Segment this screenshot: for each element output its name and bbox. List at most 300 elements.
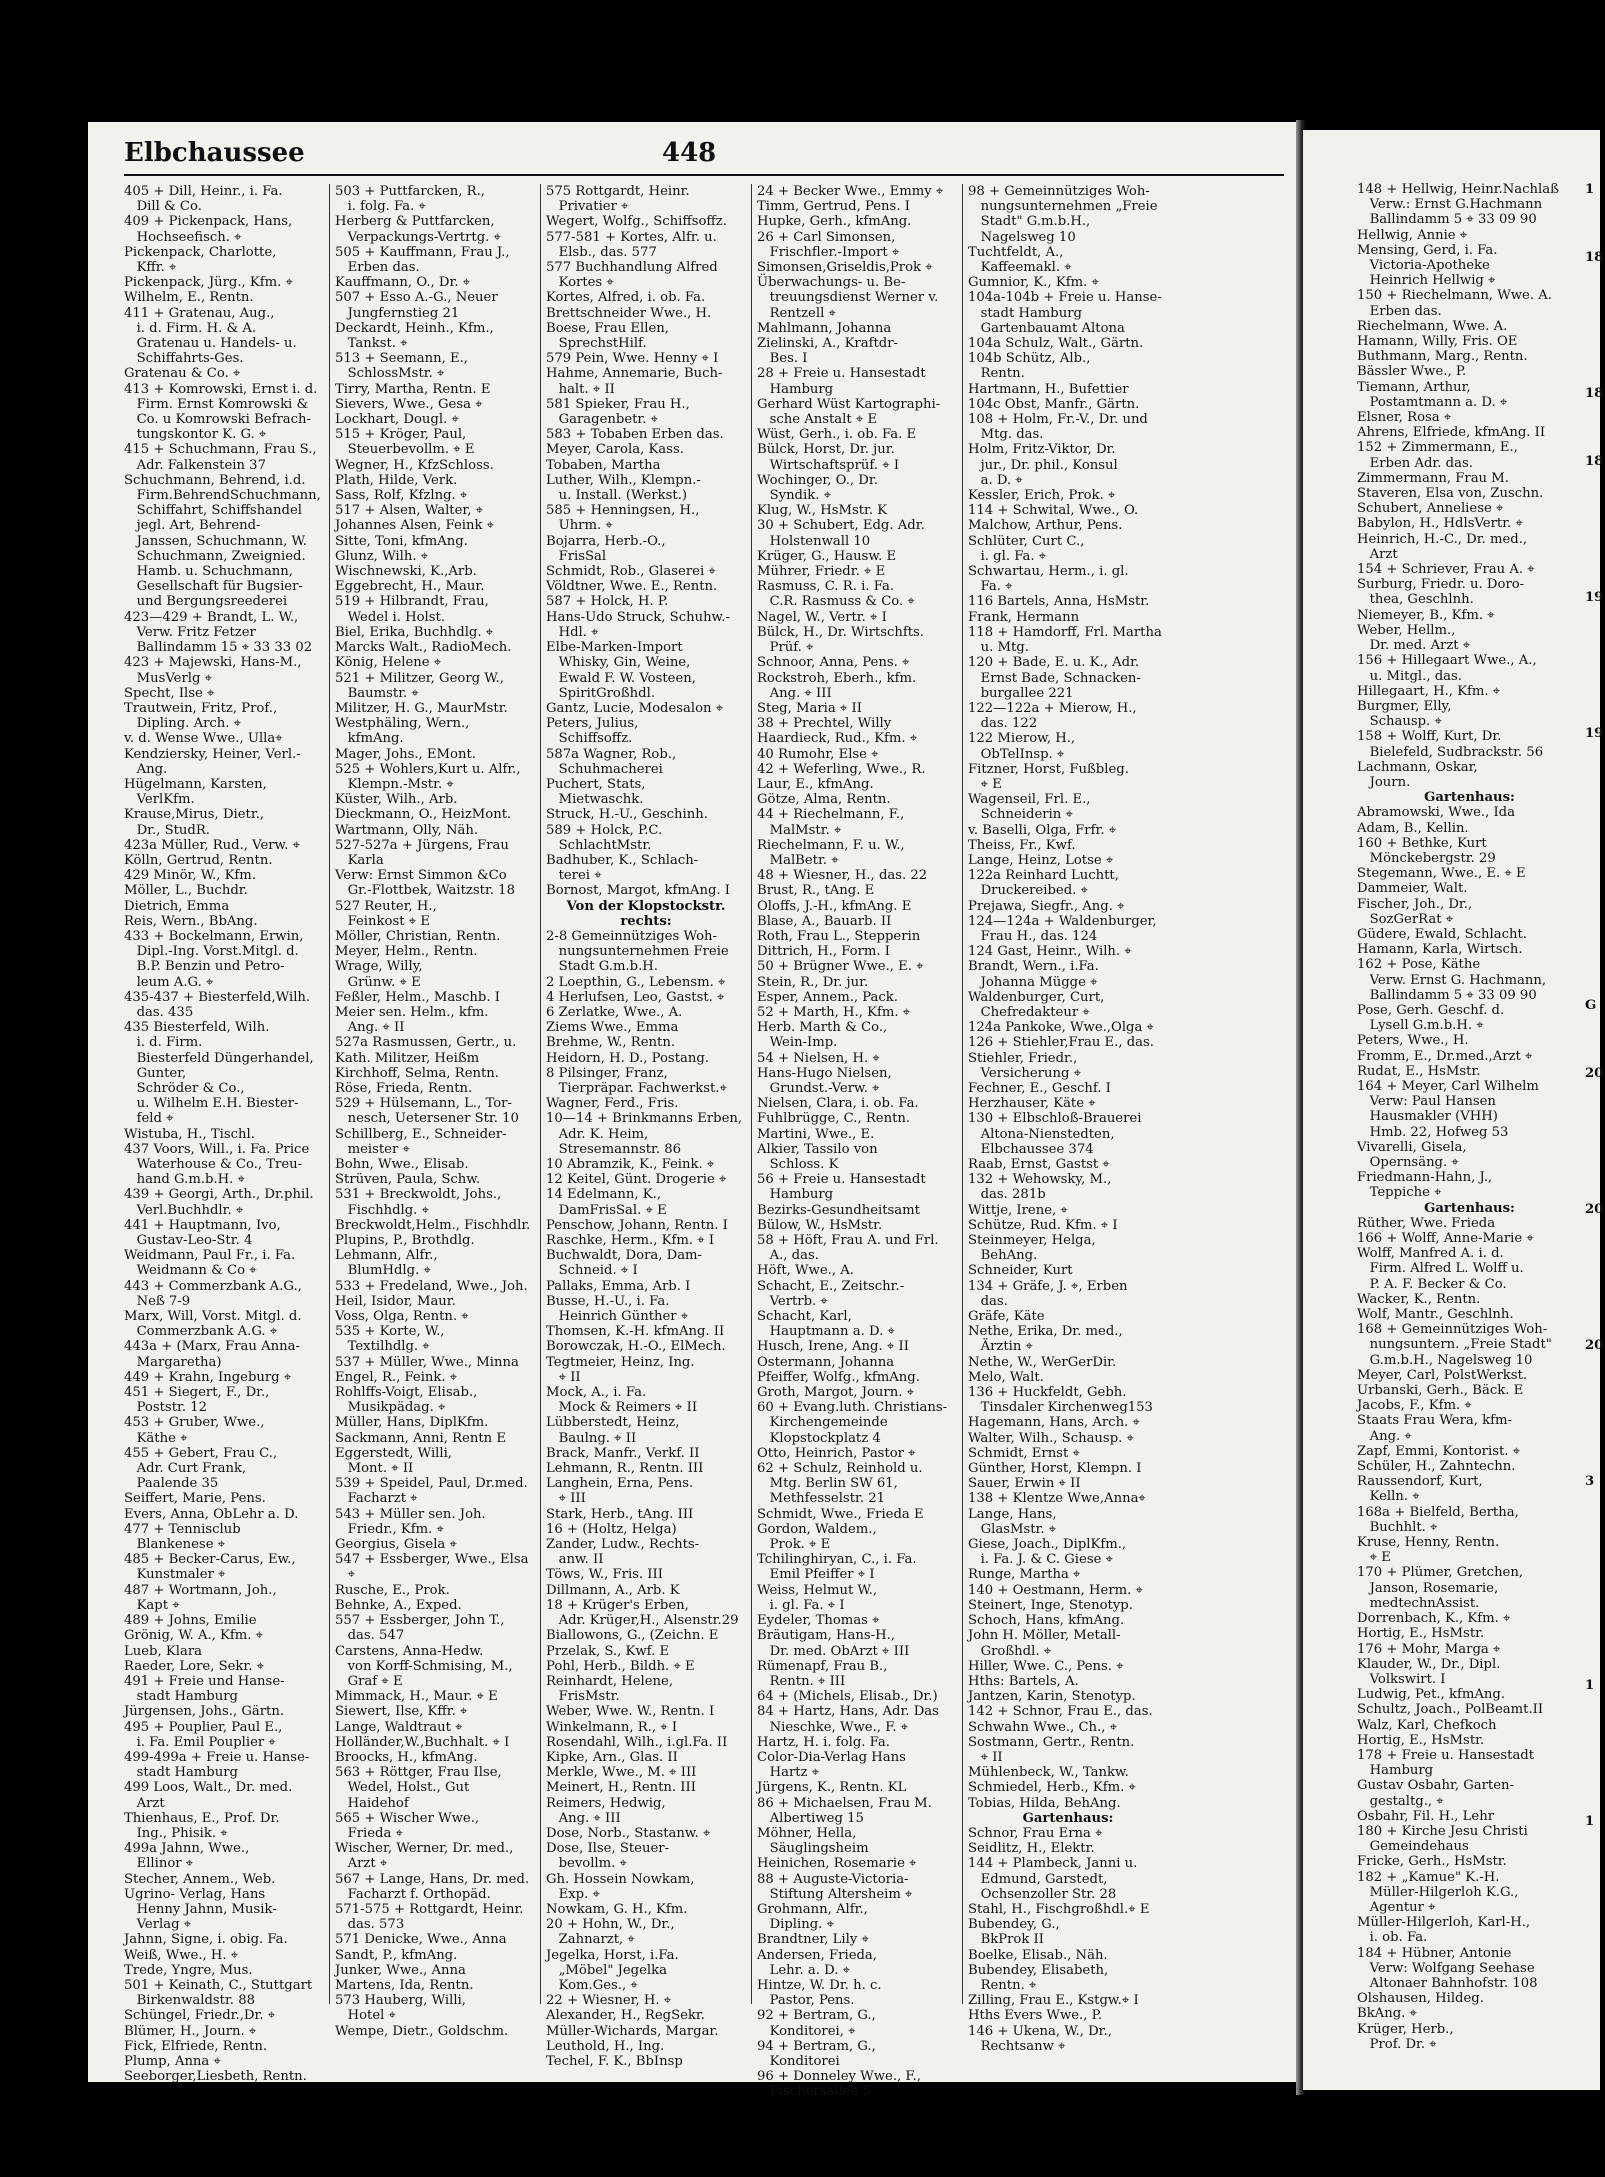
directory-entry-line: Rosendahl, Wilh., i.gl.Fa. II xyxy=(546,1734,728,1750)
directory-entry-line: 531 + Breckwoldt, Johs., xyxy=(335,1187,502,1203)
directory-entry-line: Melo, Walt. xyxy=(968,1369,1044,1385)
directory-entry-line: Kortes ⌖ xyxy=(546,275,614,291)
directory-entry-line: Sievers, Wwe., Gesa ⌖ xyxy=(335,396,483,412)
directory-entry-line: Gustav Osbahr, Garten- xyxy=(1357,1778,1514,1794)
directory-entry-line: Gratenau u. Handels- u. xyxy=(124,336,297,352)
directory-entry-line: Ugrino- Verlag, Hans xyxy=(124,1886,266,1902)
directory-entry-line: Ang. ⌖ III xyxy=(757,685,832,701)
directory-entry-line: terei ⌖ xyxy=(546,868,602,884)
directory-entry-line: Tiemann, Arthur, xyxy=(1357,379,1471,395)
directory-entry-line: Gesellschaft für Bugsier- xyxy=(124,579,303,595)
directory-entry-line: Zimmermann, Frau M. xyxy=(1357,470,1509,486)
directory-entry-line: 581 Spieker, Frau H., xyxy=(546,396,690,412)
directory-entry-line: Schmidt, Rob., Glaserei ⌖ xyxy=(546,564,716,580)
directory-entry-line: stadt Hamburg xyxy=(124,1765,238,1781)
directory-entry-line: 148 + Hellwig, Heinr.Nachlaß xyxy=(1357,182,1559,197)
directory-entry-line: Wegert, Wolfg., Schiffsoffz. xyxy=(546,214,727,230)
directory-entry-line: Niemeyer, B., Kfm. ⌖ xyxy=(1357,607,1495,623)
directory-entry-line: Ellinor ⌖ xyxy=(124,1856,194,1872)
directory-entry-line: Thienhaus, E., Prof. Dr. xyxy=(124,1810,280,1826)
directory-entry-line: Hamburg xyxy=(1357,1763,1434,1779)
directory-entry-line: Fa. ⌖ xyxy=(968,579,1013,595)
directory-entry-line: Verl.Buchhdlr. ⌖ xyxy=(124,1202,244,1218)
directory-entry-line: 26 + Carl Simonsen, xyxy=(757,229,896,245)
directory-entry-line: 537 + Müller, Wwe., Minna xyxy=(335,1354,519,1370)
directory-entry-line: Mont. ⌖ II xyxy=(335,1461,414,1477)
directory-entry-line: „Möbel" Jegelka xyxy=(546,1962,667,1978)
directory-entry-line: Broocks, H., kfmAng. xyxy=(335,1749,478,1765)
directory-entry-line: Adr. Curt Frank, xyxy=(124,1461,247,1477)
directory-entry-line: Rüther, Wwe. Frieda xyxy=(1357,1215,1496,1231)
directory-entry-line: 423—429 + Brandt, L. W., xyxy=(124,609,299,625)
directory-entry-line: 409 + Pickenpack, Hans, xyxy=(124,214,293,230)
directory-entry-line: Zielinski, A., Kraftdr- xyxy=(757,336,898,352)
directory-entry-line: Krüger, Herb., xyxy=(1357,2021,1454,2037)
directory-entry-line: 423a Müller, Rud., Verw. ⌖ xyxy=(124,837,301,853)
column-divider xyxy=(751,184,752,2004)
directory-entry-line: i. d. Firm. H. & A. xyxy=(124,320,257,336)
directory-entry-line: Rasmuss, C. R. i. Fa. xyxy=(757,579,895,595)
directory-entry-line: Bräutigam, Hans-H., xyxy=(757,1628,896,1644)
directory-entry-line: Herb. Marth & Co., xyxy=(757,1020,888,1036)
directory-entry-line: Schuchmann, Behrend, i.d. xyxy=(124,472,306,488)
directory-entry-line: Reinhardt, Helene, xyxy=(546,1673,674,1689)
directory-entry-line: 54 + Nielsen, H. ⌖ xyxy=(757,1050,880,1066)
directory-entry-line: Baumstr. ⌖ xyxy=(335,685,419,701)
directory-entry-line: Nieschke, Wwe., F. ⌖ xyxy=(757,1719,909,1735)
directory-entry-line: Dill & Co. xyxy=(124,199,202,215)
edge-number xyxy=(1585,522,1605,590)
edge-number: 18 xyxy=(1585,250,1604,265)
directory-entry-line: 24 + Becker Wwe., Emmy ⌖ xyxy=(757,184,944,199)
directory-entry-line: Gantz, Lucie, Modesalon ⌖ xyxy=(546,700,724,716)
directory-entry-line: Hillegaart, H., Kfm. ⌖ xyxy=(1357,683,1501,699)
directory-entry-line: Kapt ⌖ xyxy=(124,1597,180,1613)
directory-entry-line: Röse, Frieda, Rentn. xyxy=(335,1080,473,1096)
edge-number xyxy=(1585,1746,1605,1814)
directory-entry-line: Schmidt, Ernst ⌖ xyxy=(968,1445,1080,1461)
directory-entry-line: Malchow, Arthur, Pens. xyxy=(968,518,1123,534)
directory-entry-line: Schmidt, Wwe., Frieda E xyxy=(757,1506,924,1522)
directory-entry-line: Stein, R., Dr. jur. xyxy=(757,974,869,990)
directory-entry-line: Ochsenzoller Str. 28 xyxy=(968,1886,1117,1902)
directory-entry-line: 56 + Freie u. Hansestadt xyxy=(757,1172,926,1188)
directory-column-1 xyxy=(124,184,324,2084)
directory-entry-line: Luther, Wilh., Klempn.- xyxy=(546,472,701,488)
directory-entry-line: Ernst Bade, Schnacken- xyxy=(968,670,1141,686)
directory-entry-line: Güdere, Ewald, Schlacht. xyxy=(1357,926,1527,942)
directory-entry-line: Specht, Ilse ⌖ xyxy=(124,685,215,701)
directory-entry-line: 50 + Brügner Wwe., E. ⌖ xyxy=(757,959,924,975)
directory-entry-line: u. Install. (Werkst.) xyxy=(546,488,688,504)
directory-entry-line: Wistuba, H., Tischl. xyxy=(124,1126,255,1142)
directory-entry-line: meister ⌖ xyxy=(335,1141,410,1157)
next-page-edge-numbers xyxy=(1585,182,1605,2086)
directory-entry-line: 455 + Gebert, Frau C., xyxy=(124,1445,278,1461)
running-head xyxy=(124,138,1274,172)
directory-entry-line: Hintze, W. Dr. h. c. xyxy=(757,1977,882,1993)
directory-entry-line: Hauptmann a. D. ⌖ xyxy=(757,1324,895,1340)
directory-entry-line: halt. ⌖ II xyxy=(546,381,615,397)
directory-entry-line: Methfesselstr. 21 xyxy=(757,1491,886,1507)
column-divider xyxy=(540,184,541,2004)
directory-entry-line: Frau H., das. 124 xyxy=(968,928,1098,944)
directory-entry-line: Hartz, H. i. folg. Fa. xyxy=(757,1734,890,1750)
directory-entry-line: Klauder, W., Dr., Dipl. xyxy=(1357,1656,1501,1672)
directory-entry-line: i. ob. Fa. xyxy=(1357,1930,1428,1946)
directory-entry-line: Olshausen, Hildeg. xyxy=(1357,1991,1484,2007)
directory-entry-line: 521 + Militzer, Georg W., xyxy=(335,670,504,686)
directory-entry-line: Jegelka, Horst, i.Fa. xyxy=(546,1947,679,1963)
directory-entry-line: Busse, H.-U., i. Fa. xyxy=(546,1293,670,1309)
directory-entry-line: 98 + Gemeinnütziges Woh- xyxy=(968,184,1150,199)
directory-entry-line: DamFrisSal. ⌖ E xyxy=(546,1202,667,1218)
directory-entry-line: Alexander, H., RegSekr. xyxy=(546,2008,705,2024)
directory-entry-line: SchlossMstr. ⌖ xyxy=(335,366,445,382)
directory-entry-line: Höft, Wwe., A. xyxy=(757,1263,854,1279)
directory-entry-line: Merkle, Wwe., M. ⌖ III xyxy=(546,1765,697,1781)
directory-entry-line: BkAng. ⌖ xyxy=(1357,2006,1417,2022)
directory-entry-line: Hausmakler (VHH) xyxy=(1357,1109,1498,1125)
directory-entry-line: Adr. Krüger,H., Alsenstr.29 xyxy=(546,1613,739,1629)
directory-entry-line: Töws, W., Fris. III xyxy=(546,1567,663,1583)
directory-entry-line: Schnoor, Anna, Pens. ⌖ xyxy=(757,655,910,671)
directory-entry-line: 491 + Freie und Hanse- xyxy=(124,1673,285,1689)
directory-entry-line: Bohn, Wwe., Elisab. xyxy=(335,1157,469,1172)
edge-number: 20 xyxy=(1585,1066,1604,1081)
directory-entry-line: Ang. ⌖ xyxy=(1357,1428,1412,1444)
directory-entry-line: Grohmann, Alfr., xyxy=(757,1901,868,1917)
directory-entry-line: hand G.m.b.H. ⌖ xyxy=(124,1172,245,1188)
directory-entry-line: 126 + Stiehler,Frau E., das. xyxy=(968,1035,1154,1051)
directory-entry-line: Lehmann, R., Rentn. III xyxy=(546,1461,704,1477)
directory-entry-line: Friedr., Kfm. ⌖ xyxy=(335,1521,444,1537)
directory-entry-line: das. 281b xyxy=(968,1187,1046,1203)
directory-entry-line: Jürgens, K., Rentn. KL xyxy=(757,1780,907,1796)
directory-entry-line: Arzt xyxy=(124,1795,165,1811)
edge-number: 20 xyxy=(1585,1202,1604,1217)
directory-entry-line: Wrage, Willy, xyxy=(335,959,423,975)
directory-entry-line: Stresemannstr. 86 xyxy=(546,1141,682,1157)
directory-entry-line: Verlag ⌖ xyxy=(124,1917,192,1933)
directory-entry-line: Arzt xyxy=(1357,546,1398,562)
directory-entry-line: Leuthold, H., Ing. xyxy=(546,2038,665,2054)
directory-entry-line: Schwartau, Herm., i. gl. xyxy=(968,564,1129,580)
directory-entry-line: Fick, Elfriede, Rentn. xyxy=(124,2038,268,2054)
directory-entry-line: Elbe-Marken-Import xyxy=(546,640,683,656)
directory-entry-line: Gunter, xyxy=(124,1065,187,1081)
directory-entry-line: Hmb. 22, Hofweg 53 xyxy=(1357,1124,1509,1140)
directory-entry-line: Haardieck, Rud., Kfm. ⌖ xyxy=(757,731,918,747)
directory-entry-line: Prok. ⌖ E xyxy=(757,1537,831,1553)
directory-entry-line: stadt Hamburg xyxy=(124,1689,238,1705)
directory-entry-line: Schneid. ⌖ I xyxy=(546,1263,638,1279)
edge-number: 1 xyxy=(1585,1814,1595,1829)
directory-entry-line: treuungsdienst Werner v. xyxy=(757,290,939,306)
directory-entry-line: 162 + Pose, Käthe xyxy=(1357,957,1481,973)
directory-entry-line: Wochinger, O., Dr. xyxy=(757,472,878,488)
directory-entry-line: Marx, Will, Vorst. Mitgl. d. xyxy=(124,1309,302,1325)
directory-entry-line: jur., Dr. phil., Konsul xyxy=(968,457,1118,473)
directory-entry-line: 140 + Oestmann, Herm. ⌖ xyxy=(968,1582,1143,1598)
directory-entry-line: Ewald F. W. Vosteen, xyxy=(546,670,696,686)
directory-entry-line: 114 + Schwital, Wwe., O. xyxy=(968,503,1139,519)
directory-entry-line: 64 + (Michels, Elisab., Dr.) xyxy=(757,1689,938,1705)
directory-entry-line: Wempe, Dietr., Goldschm. xyxy=(335,2023,509,2039)
directory-entry-line: Sauer, Erwin ⌖ II xyxy=(968,1476,1081,1492)
directory-entry-line: Weber, Hellm., xyxy=(1357,622,1456,638)
directory-entry-line: Käthe ⌖ xyxy=(124,1430,188,1446)
directory-entry-line: Janssen, Schuchmann, W. xyxy=(124,533,307,549)
directory-entry-line: 565 + Wischer Wwe., xyxy=(335,1810,480,1826)
directory-entry-line: 415 + Schuchmann, Frau S., xyxy=(124,442,317,458)
directory-entry-line: 477 + Tennisclub xyxy=(124,1521,241,1537)
directory-entry-line: Edmund, Garstedt, xyxy=(968,1871,1108,1887)
directory-entry-line: Sass, Rolf, Kfzlng. ⌖ xyxy=(335,488,468,504)
directory-entry-line: 487 + Wortmann, Joh., xyxy=(124,1582,277,1598)
edge-number: 18 xyxy=(1585,386,1604,401)
directory-entry-line: Tankst. ⌖ xyxy=(335,336,408,352)
directory-entry-line: Wolf, Mantr., Geschlnh. xyxy=(1357,1307,1514,1323)
directory-entry-line: Hellwig, Annie ⌖ xyxy=(1357,227,1468,243)
directory-entry-line: 547 + Essberger, Wwe., Elsa xyxy=(335,1552,529,1568)
directory-entry-line: 533 + Fredeland, Wwe., Joh. xyxy=(335,1278,528,1294)
directory-entry-line: Johanna Mügge ⌖ xyxy=(968,974,1098,990)
directory-entry-line: a. D. ⌖ xyxy=(968,472,1023,488)
directory-entry-line: Mietwaschk. xyxy=(546,792,644,808)
directory-entry-line: 527a Rasmussen, Gertr., u. xyxy=(335,1035,517,1051)
directory-entry-line: Riechelmann, Wwe. A. xyxy=(1357,318,1508,334)
directory-entry-line: Lehr. a. D. ⌖ xyxy=(757,1962,851,1978)
directory-entry-line: 176 + Mohr, Marga ⌖ xyxy=(1357,1641,1501,1657)
directory-entry-line: 150 + Riechelmann, Wwe. A. xyxy=(1357,288,1552,304)
directory-entry-line: Gräfe, Käte xyxy=(968,1309,1045,1325)
directory-entry-line: 4 Herlufsen, Leo, Gastst. ⌖ xyxy=(546,989,725,1005)
directory-entry-line: Schoch, Hans, kfmAng. xyxy=(968,1613,1125,1629)
directory-entry-line: Stark, Herb., tAng. III xyxy=(546,1506,694,1522)
directory-entry-line: Raeder, Lore, Sekr. ⌖ xyxy=(124,1658,265,1674)
directory-entry-line: Möller, Christian, Rentn. xyxy=(335,928,501,944)
directory-entry-line: Chefredakteur ⌖ xyxy=(968,1004,1090,1020)
directory-entry-line: Seeborger,Liesbeth, Rentn. xyxy=(124,2069,307,2085)
directory-entry-line: Lockhart, Dougl. ⌖ xyxy=(335,412,459,428)
directory-entry-line: Plath, Hilde, Verk. xyxy=(335,472,458,488)
directory-entry-line: Ludwig, Pet., kfmAng. xyxy=(1357,1687,1506,1703)
directory-entry-line: Paalende 35 xyxy=(124,1476,219,1492)
directory-entry-line: Wirtschaftsprüf. ⌖ I xyxy=(757,457,900,473)
directory-entry-line: Burgmer, Elly, xyxy=(1357,698,1452,714)
directory-entry-line: Firm. Alfred L. Wolff u. xyxy=(1357,1261,1524,1277)
directory-entry-line: Albertiweg 15 xyxy=(757,1810,864,1826)
directory-entry-line: 405 + Dill, Heinr., i. Fa. xyxy=(124,184,283,199)
directory-entry-line: Hamburg xyxy=(757,381,834,397)
directory-entry-line: Schloss. K xyxy=(757,1157,839,1172)
directory-entry-line: Siewert, Ilse, Kffr. ⌖ xyxy=(335,1704,468,1720)
directory-entry-line: SozGerRat ⌖ xyxy=(1357,911,1454,927)
directory-entry-line: 136 + Huckfeldt, Gebh. xyxy=(968,1385,1127,1401)
directory-entry-line: BehAng. xyxy=(968,1248,1038,1264)
directory-entry-line: Bülow, W., HsMstr. xyxy=(757,1217,883,1233)
directory-entry-line: 14 Edelmann, K., xyxy=(546,1187,662,1203)
directory-entry-line: Baulng. ⌖ II xyxy=(546,1430,637,1446)
directory-entry-line: Birkenwaldstr. 88 xyxy=(124,1993,255,2009)
directory-entry-line: Fechner, E., Geschf. I xyxy=(968,1080,1111,1096)
directory-entry-line: Osbahr, Fil. H., Lehr xyxy=(1357,1808,1495,1824)
directory-entry-line: 535 + Korte, W., xyxy=(335,1324,445,1340)
directory-entry-line: Kelln. ⌖ xyxy=(1357,1489,1420,1505)
directory-entry-line: u. Mitgl., das. xyxy=(1357,668,1462,684)
directory-entry-line: 513 + Seemann, E., xyxy=(335,351,468,367)
directory-entry-line: Müller, Hans, DiplKfm. xyxy=(335,1415,489,1431)
directory-entry-line: Dr. med. Arzt ⌖ xyxy=(1357,638,1471,654)
directory-entry-line: 577 Buchhandlung Alfred xyxy=(546,260,718,276)
directory-entry-line: Weiss, Helmut W., xyxy=(757,1582,878,1598)
directory-entry-line: Hans-Hugo Nielsen, xyxy=(757,1065,892,1081)
directory-entry-line: Zapf, Emmi, Kontorist. ⌖ xyxy=(1357,1443,1521,1459)
directory-entry-line: 146 + Ukena, W., Dr., xyxy=(968,2023,1112,2039)
edge-number xyxy=(1585,862,1605,930)
directory-entry-line: Hahme, Annemarie, Buch- xyxy=(546,366,723,382)
directory-entry-line: 164 + Meyer, Carl Wilhelm xyxy=(1357,1078,1539,1094)
directory-entry-line: Schneiderin ⌖ xyxy=(968,807,1073,823)
directory-entry-line: Überwachungs- u. Be- xyxy=(757,275,906,291)
directory-entry-line: 104a-104b + Freie u. Hanse- xyxy=(968,290,1162,306)
directory-entry-line: Wagenseil, Frl. E., xyxy=(968,792,1091,808)
directory-entry-line: 579 Pein, Wwe. Henny ⌖ I xyxy=(546,351,719,367)
directory-entry-line: Runge, Martha ⌖ xyxy=(968,1567,1081,1583)
directory-entry-line: u. Wilhelm E.H. Biester- xyxy=(124,1096,299,1112)
directory-entry-line: 10 Abramzik, K., Feink. ⌖ xyxy=(546,1157,715,1172)
directory-entry-line: Peters, Wwe., H. xyxy=(1357,1033,1469,1049)
directory-entry-line: 18 + Krüger's Erben, xyxy=(546,1597,689,1613)
directory-entry-line: Langhein, Erna, Pens. xyxy=(546,1476,694,1492)
directory-entry-line: Frank, Hermann xyxy=(968,609,1080,625)
directory-entry-line: Trautwein, Fritz, Prof., xyxy=(124,700,278,716)
directory-entry-line: König, Helene ⌖ xyxy=(335,655,442,671)
directory-entry-line: leum A.G. ⌖ xyxy=(124,974,214,990)
directory-entry-line: 104a Schulz, Walt., Gärtn. xyxy=(968,336,1144,352)
directory-entry-line: Teppiche ⌖ xyxy=(1357,1185,1442,1201)
directory-entry-line: Babylon, H., HdlsVertr. ⌖ xyxy=(1357,516,1523,532)
directory-entry-line: Peters, Julius, xyxy=(546,716,639,732)
directory-entry-line: Gr.-Flottbek, Waitzstr. 18 xyxy=(335,883,515,899)
directory-entry-line: Schlüter, Curt C., xyxy=(968,533,1085,549)
directory-entry-line: Weiß, Wwe., H. ⌖ xyxy=(124,1947,239,1963)
directory-entry-line: MalMstr. ⌖ xyxy=(757,822,842,838)
directory-entry-line: Fricke, Gerh., HsMstr. xyxy=(1357,1854,1507,1870)
directory-entry-line: Victoria-Apotheke xyxy=(1357,258,1490,274)
directory-entry-line: Wedel i. Holst. xyxy=(335,609,446,625)
directory-entry-line: 575 Rottgardt, Heinr. xyxy=(546,184,690,199)
directory-entry-line: Steinmeyer, Helga, xyxy=(968,1233,1096,1249)
directory-entry-line: Hamburg xyxy=(757,1187,834,1203)
directory-entry-line: Gumnior, K., Kfm. ⌖ xyxy=(968,275,1099,291)
directory-entry-line: 433 + Bockelmann, Erwin, xyxy=(124,928,304,944)
directory-entry-line: Gerhard Wüst Kartographi- xyxy=(757,396,941,412)
directory-entry-line: 505 + Kauffmann, Frau J., xyxy=(335,244,510,260)
directory-entry-line: Schultz, Joach., PolBeamt.II xyxy=(1357,1702,1544,1718)
directory-column-4 xyxy=(757,184,957,2100)
edge-number xyxy=(1585,930,1605,998)
directory-entry-line: Margaretha) xyxy=(124,1354,222,1370)
directory-entry-line: Altona-Nienstedten, xyxy=(968,1126,1115,1142)
directory-entry-line: Arzt ⌖ xyxy=(335,1856,388,1872)
directory-entry-line: Bornost, Margot, kfmAng. I xyxy=(546,883,730,899)
directory-entry-line: Tchilinghiryan, C., i. Fa. xyxy=(757,1552,917,1568)
directory-entry-line: 122—122a + Mierow, H., xyxy=(968,700,1137,716)
directory-entry-line: Fischhdlg. ⌖ xyxy=(335,1202,429,1218)
directory-entry-line: Wolff, Manfred A. i. d. xyxy=(1357,1246,1504,1262)
directory-entry-line: Winkelmann, R., ⌖ I xyxy=(546,1719,678,1735)
directory-entry-line: Jungfernstieg 21 xyxy=(335,305,460,321)
directory-entry-line: das. 547 xyxy=(335,1628,405,1644)
directory-entry-line: Schiffahrts-Ges. xyxy=(124,351,244,367)
directory-entry-line: Opernsäng. ⌖ xyxy=(1357,1155,1459,1170)
directory-entry-line: 30 + Schubert, Edg. Adr. xyxy=(757,518,925,534)
directory-entry-line: 122 Mierow, H., xyxy=(968,731,1076,747)
directory-entry-line: 180 + Kirche Jesu Christi xyxy=(1357,1823,1528,1839)
directory-entry-line: Wacker, K., Rentn. xyxy=(1357,1291,1481,1307)
directory-entry-line: GlasMstr. ⌖ xyxy=(968,1521,1057,1537)
directory-entry-line: 138 + Klentze Wwe,Anna⌖ xyxy=(968,1491,1146,1507)
directory-entry-line: 543 + Müller sen. Joh. xyxy=(335,1506,486,1522)
directory-entry-line: 168a + Bielfeld, Bertha, xyxy=(1357,1504,1519,1520)
directory-entry-line: Deckardt, Heinh., Kfm., xyxy=(335,320,494,336)
directory-entry-line: Hdl. ⌖ xyxy=(546,624,599,640)
directory-entry-line: SchlachtMstr. xyxy=(546,837,652,853)
directory-entry-line: Dittrich, H., Form. I xyxy=(757,944,891,960)
directory-entry-line: 583 + Tobaben Erben das. xyxy=(546,427,724,443)
directory-entry-line: Theiss, Fr., Kwf. xyxy=(968,837,1076,853)
directory-entry-line: Brettschneider Wwe., H. xyxy=(546,305,712,321)
directory-entry-line: Mönckebergstr. 29 xyxy=(1357,850,1496,866)
directory-entry-line: Rockstroh, Eberh., kfm. xyxy=(757,670,917,686)
directory-entry-line: 411 + Gratenau, Aug., xyxy=(124,305,275,321)
directory-entry-line: Brack, Manfr., Verkf. II xyxy=(546,1445,700,1461)
directory-entry-line: Mühlenbeck, W., Tankw. xyxy=(968,1765,1129,1781)
directory-entry-line: nungsuntern. „Freie Stadt" xyxy=(1357,1337,1552,1353)
directory-entry-line: Reimers, Hedwig, xyxy=(546,1795,666,1811)
directory-entry-line: 501 + Keinath, C., Stuttgart xyxy=(124,1977,313,1993)
directory-entry-line: Schütze, Rud. Kfm. ⌖ I xyxy=(968,1217,1118,1233)
directory-entry-line: Przelak, S., Kwf. E xyxy=(546,1643,670,1659)
directory-entry-line: Evers, Anna, ObLehr a. D. xyxy=(124,1506,299,1522)
directory-entry-line: 435 Biesterfeld, Wilh. xyxy=(124,1020,270,1036)
directory-entry-line: i. Fa. Emil Pouplier ⌖ xyxy=(124,1734,276,1750)
directory-entry-line: 124a Pankoke, Wwe.,Olga ⌖ xyxy=(968,1020,1154,1036)
directory-entry-line: 589 + Holck, P.C. xyxy=(546,822,663,838)
directory-entry-line: BlumHdlg. ⌖ xyxy=(335,1263,431,1279)
directory-entry-line: Musikpädag. ⌖ xyxy=(335,1400,446,1416)
directory-entry-line: Stecher, Annem., Web. xyxy=(124,1871,276,1887)
directory-entry-line: Hortig, E., HsMstr. xyxy=(1357,1732,1485,1748)
directory-entry-line: Brehme, W., Rentn. xyxy=(546,1035,676,1051)
column-divider xyxy=(329,184,330,2004)
directory-entry-line: Tegtmeier, Heinz, Ing. xyxy=(546,1354,695,1370)
directory-entry-line: Engel, R., Feink. ⌖ xyxy=(335,1369,458,1385)
directory-entry-line: Herzhauser, Käte ⌖ xyxy=(968,1096,1096,1112)
directory-entry-line: Schacht, Karl, xyxy=(757,1309,852,1325)
directory-entry-line: SpiritGroßhdl. xyxy=(546,685,656,701)
edge-number xyxy=(1585,1542,1605,1610)
directory-entry-line: 88 + Auguste-Victoria- xyxy=(757,1871,909,1887)
directory-entry-line: Dipling. Arch. ⌖ xyxy=(124,716,242,732)
directory-entry-line: Weidmann, Paul Fr., i. Fa. xyxy=(124,1248,296,1264)
directory-entry-line: 28 + Freie u. Hansestadt xyxy=(757,366,926,382)
directory-entry-line: Lange, Hans, xyxy=(968,1506,1057,1522)
directory-entry-line: Prejawa, Siegfr., Ang. ⌖ xyxy=(968,898,1125,914)
directory-entry-line: Hortig, E., HsMstr. xyxy=(1357,1626,1485,1642)
